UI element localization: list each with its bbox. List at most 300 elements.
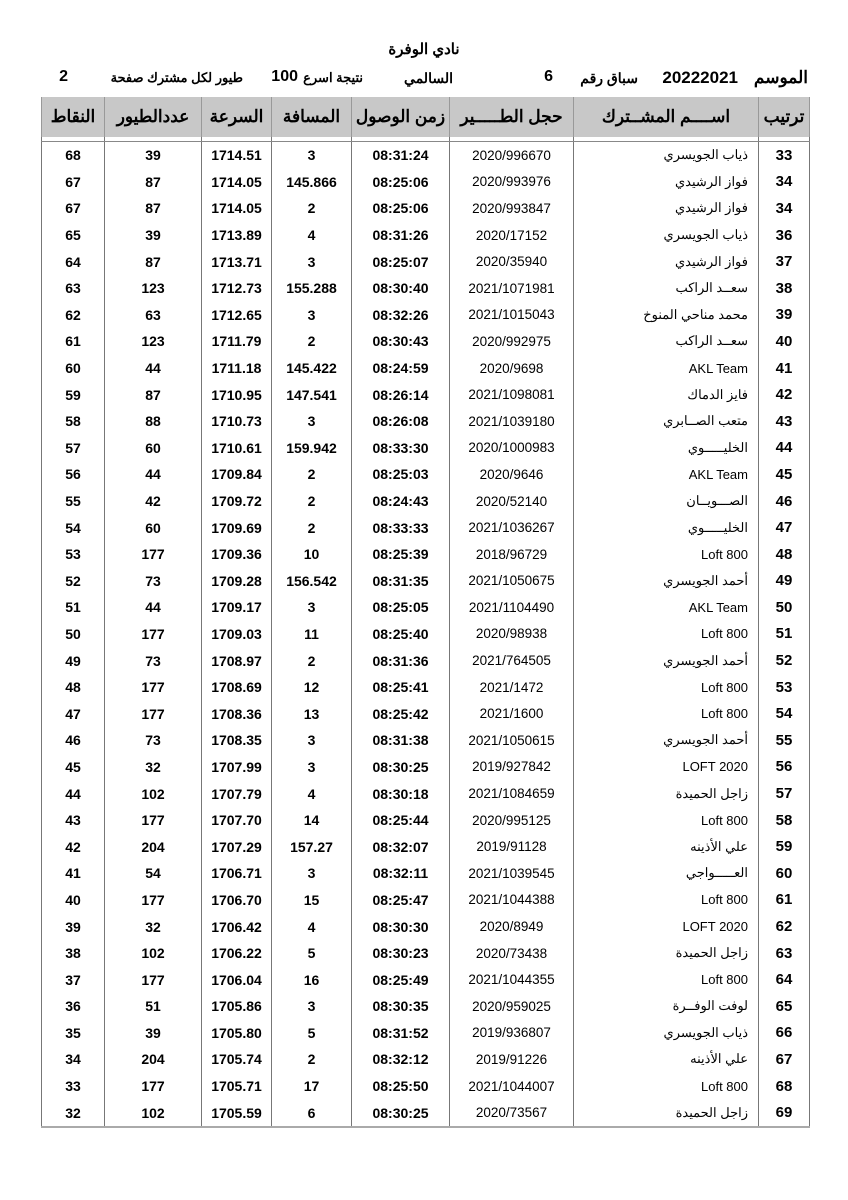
- per-label: طيور لكل مشترك صفحة: [110, 70, 243, 85]
- cell-rank: 38: [759, 275, 810, 302]
- cell-speed: 1708.69: [202, 674, 272, 701]
- cell-points: 40: [42, 887, 105, 914]
- cell-rank: 67: [759, 1046, 810, 1073]
- cell-points: 32: [42, 1099, 105, 1127]
- cell-distance: 14: [272, 807, 352, 834]
- cell-bird-count: 42: [105, 488, 202, 515]
- table-row: [42, 1020, 810, 1047]
- cell-ring: 2020/1000983: [450, 435, 574, 462]
- cell-speed: 1706.04: [202, 966, 272, 993]
- cell-rank: 51: [759, 621, 810, 648]
- cell-points: 43: [42, 807, 105, 834]
- cell-distance: 4: [272, 913, 352, 940]
- cell-ring: 2019/927842: [450, 754, 574, 781]
- cell-distance: 159.942: [272, 435, 352, 462]
- cell-speed: 1709.03: [202, 621, 272, 648]
- race-info: [40, 68, 808, 90]
- cell-speed: 1707.70: [202, 807, 272, 834]
- cell-bird-count: 39: [105, 222, 202, 249]
- cell-arrival-time: 08:31:35: [352, 568, 450, 595]
- cell-speed: 1713.89: [202, 222, 272, 249]
- table-row: [42, 833, 810, 860]
- cell-participant: Loft 800: [574, 541, 759, 568]
- table-row: [42, 302, 810, 329]
- cell-bird-count: 44: [105, 355, 202, 382]
- cell-arrival-time: 08:31:24: [352, 142, 450, 169]
- table-row: [42, 248, 810, 275]
- cell-points: 50: [42, 621, 105, 648]
- cell-distance: 2: [272, 1046, 352, 1073]
- cell-bird-count: 44: [105, 461, 202, 488]
- cell-distance: 3: [272, 142, 352, 169]
- cell-participant: الخليـــــوي: [574, 514, 759, 541]
- cell-distance: 3: [272, 993, 352, 1020]
- cell-participant: محمد مناحي المنوخ: [574, 302, 759, 329]
- cell-distance: 6: [272, 1099, 352, 1127]
- cell-bird-count: 177: [105, 887, 202, 914]
- cell-arrival-time: 08:25:03: [352, 461, 450, 488]
- header-bird-count: عددالطيور: [105, 97, 202, 137]
- table-row: [42, 887, 810, 914]
- cell-bird-count: 39: [105, 142, 202, 169]
- cell-ring: 2020/73438: [450, 940, 574, 967]
- cell-distance: 2: [272, 461, 352, 488]
- cell-participant: LOFT 2020: [574, 913, 759, 940]
- cell-ring: 2020/35940: [450, 248, 574, 275]
- cell-ring: 2021/1044355: [450, 966, 574, 993]
- cell-participant: أحمد الجويسري: [574, 727, 759, 754]
- cell-speed: 1712.73: [202, 275, 272, 302]
- cell-points: 64: [42, 248, 105, 275]
- cell-ring: 2020/9646: [450, 461, 574, 488]
- cell-distance: 3: [272, 248, 352, 275]
- result-label: نتيجة اسرع: [303, 70, 363, 85]
- cell-ring: 2021/764505: [450, 647, 574, 674]
- cell-arrival-time: 08:30:40: [352, 275, 450, 302]
- cell-ring: 2021/1472: [450, 674, 574, 701]
- cell-rank: 42: [759, 381, 810, 408]
- table-row: [42, 541, 810, 568]
- cell-bird-count: 73: [105, 727, 202, 754]
- cell-ring: 2020/52140: [450, 488, 574, 515]
- cell-ring: 2021/1071981: [450, 275, 574, 302]
- cell-ring: 2021/1036267: [450, 514, 574, 541]
- cell-distance: 3: [272, 302, 352, 329]
- cell-rank: 34: [759, 169, 810, 196]
- cell-points: 68: [42, 142, 105, 169]
- cell-arrival-time: 08:25:42: [352, 700, 450, 727]
- cell-arrival-time: 08:25:06: [352, 195, 450, 222]
- cell-participant: فواز الرشيدي: [574, 169, 759, 196]
- header-ring: حجل الطـــــير: [450, 97, 574, 137]
- cell-arrival-time: 08:31:36: [352, 647, 450, 674]
- table-row: [42, 488, 810, 515]
- cell-points: 45: [42, 754, 105, 781]
- cell-rank: 69: [759, 1099, 810, 1127]
- cell-participant: Loft 800: [574, 674, 759, 701]
- cell-bird-count: 102: [105, 1099, 202, 1127]
- cell-ring: 2020/992975: [450, 328, 574, 355]
- table-row: [42, 381, 810, 408]
- cell-speed: 1709.84: [202, 461, 272, 488]
- cell-speed: 1709.72: [202, 488, 272, 515]
- cell-participant: ذياب الجويسري: [574, 1020, 759, 1047]
- cell-rank: 64: [759, 966, 810, 993]
- cell-bird-count: 73: [105, 647, 202, 674]
- cell-bird-count: 87: [105, 381, 202, 408]
- cell-participant: العـــــواجي: [574, 860, 759, 887]
- cell-rank: 41: [759, 355, 810, 382]
- cell-rank: 59: [759, 833, 810, 860]
- table-row: [42, 328, 810, 355]
- cell-bird-count: 87: [105, 169, 202, 196]
- page-number: 2: [59, 68, 68, 85]
- location: السالمي: [404, 70, 453, 86]
- cell-participant: علي الأذينه: [574, 1046, 759, 1073]
- header-arrival-time: زمن الوصول: [352, 97, 450, 137]
- cell-distance: 4: [272, 780, 352, 807]
- table-row: [42, 860, 810, 887]
- cell-speed: 1712.65: [202, 302, 272, 329]
- table-row: [42, 594, 810, 621]
- cell-points: 58: [42, 408, 105, 435]
- cell-points: 57: [42, 435, 105, 462]
- cell-speed: 1705.71: [202, 1073, 272, 1100]
- cell-points: 51: [42, 594, 105, 621]
- season: 20222021: [662, 68, 738, 87]
- cell-distance: 145.866: [272, 169, 352, 196]
- cell-arrival-time: 08:32:07: [352, 833, 450, 860]
- cell-ring: 2020/8949: [450, 913, 574, 940]
- cell-rank: 49: [759, 568, 810, 595]
- cell-bird-count: 102: [105, 940, 202, 967]
- cell-rank: 52: [759, 647, 810, 674]
- table-row: [42, 222, 810, 249]
- cell-arrival-time: 08:33:30: [352, 435, 450, 462]
- cell-participant: LOFT 2020: [574, 754, 759, 781]
- table-row: [42, 727, 810, 754]
- cell-rank: 61: [759, 887, 810, 914]
- cell-points: 67: [42, 195, 105, 222]
- cell-rank: 36: [759, 222, 810, 249]
- cell-participant: لوفت الوفــرة: [574, 993, 759, 1020]
- cell-distance: 156.542: [272, 568, 352, 595]
- cell-distance: 2: [272, 514, 352, 541]
- cell-speed: 1714.05: [202, 195, 272, 222]
- table-row: [42, 807, 810, 834]
- cell-distance: 4: [272, 222, 352, 249]
- cell-ring: 2021/1104490: [450, 594, 574, 621]
- cell-bird-count: 177: [105, 807, 202, 834]
- cell-ring: 2020/73567: [450, 1099, 574, 1127]
- cell-arrival-time: 08:25:41: [352, 674, 450, 701]
- cell-participant: Loft 800: [574, 1073, 759, 1100]
- cell-rank: 44: [759, 435, 810, 462]
- table-row: [42, 754, 810, 781]
- cell-bird-count: 63: [105, 302, 202, 329]
- cell-ring: 2021/1084659: [450, 780, 574, 807]
- cell-ring: 2019/91128: [450, 833, 574, 860]
- cell-points: 42: [42, 833, 105, 860]
- cell-participant: فواز الرشيدي: [574, 195, 759, 222]
- season-label: الموسم: [753, 68, 808, 87]
- cell-points: 52: [42, 568, 105, 595]
- cell-points: 67: [42, 169, 105, 196]
- cell-rank: 47: [759, 514, 810, 541]
- cell-participant: زاجل الحميدة: [574, 780, 759, 807]
- table-row: [42, 408, 810, 435]
- table-row: [42, 195, 810, 222]
- cell-rank: 37: [759, 248, 810, 275]
- table-row: [42, 913, 810, 940]
- cell-ring: 2020/993847: [450, 195, 574, 222]
- cell-points: 34: [42, 1046, 105, 1073]
- cell-participant: AKL Team: [574, 594, 759, 621]
- cell-arrival-time: 08:25:05: [352, 594, 450, 621]
- cell-points: 49: [42, 647, 105, 674]
- cell-rank: 33: [759, 142, 810, 169]
- cell-arrival-time: 08:26:08: [352, 408, 450, 435]
- cell-arrival-time: 08:25:40: [352, 621, 450, 648]
- cell-speed: 1705.80: [202, 1020, 272, 1047]
- cell-points: 44: [42, 780, 105, 807]
- cell-rank: 43: [759, 408, 810, 435]
- cell-ring: 2020/995125: [450, 807, 574, 834]
- cell-points: 38: [42, 940, 105, 967]
- cell-distance: 17: [272, 1073, 352, 1100]
- cell-speed: 1706.70: [202, 887, 272, 914]
- cell-participant: فواز الرشيدي: [574, 248, 759, 275]
- cell-ring: 2018/96729: [450, 541, 574, 568]
- cell-speed: 1706.71: [202, 860, 272, 887]
- cell-distance: 5: [272, 940, 352, 967]
- cell-participant: سعــد الراكب: [574, 328, 759, 355]
- cell-arrival-time: 08:33:33: [352, 514, 450, 541]
- cell-arrival-time: 08:25:47: [352, 887, 450, 914]
- cell-distance: 147.541: [272, 381, 352, 408]
- cell-ring: 2021/1044007: [450, 1073, 574, 1100]
- cell-ring: 2021/1039545: [450, 860, 574, 887]
- cell-participant: Loft 800: [574, 887, 759, 914]
- cell-arrival-time: 08:30:25: [352, 1099, 450, 1127]
- cell-arrival-time: 08:24:43: [352, 488, 450, 515]
- cell-rank: 34: [759, 195, 810, 222]
- header-speed: السرعة: [202, 97, 272, 137]
- cell-participant: Loft 800: [574, 621, 759, 648]
- cell-rank: 66: [759, 1020, 810, 1047]
- cell-points: 35: [42, 1020, 105, 1047]
- cell-distance: 12: [272, 674, 352, 701]
- cell-speed: 1710.95: [202, 381, 272, 408]
- cell-speed: 1711.79: [202, 328, 272, 355]
- cell-participant: أحمد الجويسري: [574, 647, 759, 674]
- cell-arrival-time: 08:25:49: [352, 966, 450, 993]
- cell-participant: الصـــويــان: [574, 488, 759, 515]
- cell-arrival-time: 08:32:26: [352, 302, 450, 329]
- cell-distance: 2: [272, 328, 352, 355]
- table-row: [42, 647, 810, 674]
- table-row: [42, 461, 810, 488]
- header-points: النقاط: [42, 97, 105, 137]
- cell-points: 37: [42, 966, 105, 993]
- cell-distance: 11: [272, 621, 352, 648]
- cell-distance: 2: [272, 488, 352, 515]
- cell-arrival-time: 08:32:11: [352, 860, 450, 887]
- cell-arrival-time: 08:31:26: [352, 222, 450, 249]
- cell-distance: 155.288: [272, 275, 352, 302]
- cell-bird-count: 177: [105, 541, 202, 568]
- cell-bird-count: 32: [105, 913, 202, 940]
- cell-bird-count: 44: [105, 594, 202, 621]
- cell-speed: 1707.79: [202, 780, 272, 807]
- race-number: 6: [544, 68, 553, 85]
- cell-speed: 1714.05: [202, 169, 272, 196]
- race-label: سباق رقم: [580, 70, 638, 86]
- cell-rank: 45: [759, 461, 810, 488]
- cell-rank: 55: [759, 727, 810, 754]
- header-rank: ترتيب: [759, 97, 810, 137]
- cell-arrival-time: 08:25:44: [352, 807, 450, 834]
- cell-points: 53: [42, 541, 105, 568]
- header-distance: المسافة: [272, 97, 352, 137]
- table-row: [42, 355, 810, 382]
- cell-speed: 1709.28: [202, 568, 272, 595]
- cell-bird-count: 177: [105, 621, 202, 648]
- cell-ring: 2019/936807: [450, 1020, 574, 1047]
- cell-participant: أحمد الجويسري: [574, 568, 759, 595]
- cell-bird-count: 60: [105, 435, 202, 462]
- cell-participant: علي الأذينه: [574, 833, 759, 860]
- cell-bird-count: 32: [105, 754, 202, 781]
- cell-participant: زاجل الحميدة: [574, 1099, 759, 1127]
- cell-speed: 1710.73: [202, 408, 272, 435]
- table-row: [42, 568, 810, 595]
- cell-points: 61: [42, 328, 105, 355]
- cell-distance: 10: [272, 541, 352, 568]
- cell-speed: 1709.36: [202, 541, 272, 568]
- cell-ring: 2019/91226: [450, 1046, 574, 1073]
- cell-points: 33: [42, 1073, 105, 1100]
- cell-participant: زاجل الحميدة: [574, 940, 759, 967]
- cell-bird-count: 177: [105, 700, 202, 727]
- cell-distance: 13: [272, 700, 352, 727]
- cell-points: 54: [42, 514, 105, 541]
- table-row: [42, 700, 810, 727]
- cell-points: 36: [42, 993, 105, 1020]
- cell-points: 48: [42, 674, 105, 701]
- table-row: [42, 674, 810, 701]
- cell-rank: 53: [759, 674, 810, 701]
- table-row: [42, 1046, 810, 1073]
- cell-points: 59: [42, 381, 105, 408]
- cell-distance: 3: [272, 594, 352, 621]
- cell-arrival-time: 08:31:52: [352, 1020, 450, 1047]
- cell-distance: 2: [272, 647, 352, 674]
- cell-ring: 2021/1098081: [450, 381, 574, 408]
- cell-speed: 1708.36: [202, 700, 272, 727]
- cell-points: 60: [42, 355, 105, 382]
- cell-speed: 1708.35: [202, 727, 272, 754]
- cell-points: 47: [42, 700, 105, 727]
- cell-ring: 2021/1044388: [450, 887, 574, 914]
- cell-distance: 145.422: [272, 355, 352, 382]
- cell-rank: 48: [759, 541, 810, 568]
- cell-arrival-time: 08:26:14: [352, 381, 450, 408]
- cell-bird-count: 102: [105, 780, 202, 807]
- cell-speed: 1707.99: [202, 754, 272, 781]
- table-row: [42, 940, 810, 967]
- cell-rank: 63: [759, 940, 810, 967]
- table-row: [42, 1073, 810, 1100]
- cell-ring: 2021/1039180: [450, 408, 574, 435]
- cell-arrival-time: 08:25:50: [352, 1073, 450, 1100]
- cell-ring: 2021/1050675: [450, 568, 574, 595]
- cell-participant: ذياب الجويسري: [574, 142, 759, 169]
- cell-speed: 1708.97: [202, 647, 272, 674]
- cell-arrival-time: 08:25:07: [352, 248, 450, 275]
- cell-rank: 56: [759, 754, 810, 781]
- cell-speed: 1707.29: [202, 833, 272, 860]
- cell-arrival-time: 08:25:39: [352, 541, 450, 568]
- cell-participant: Loft 800: [574, 700, 759, 727]
- cell-ring: 2020/98938: [450, 621, 574, 648]
- cell-distance: 3: [272, 860, 352, 887]
- cell-rank: 60: [759, 860, 810, 887]
- cell-arrival-time: 08:24:59: [352, 355, 450, 382]
- cell-arrival-time: 08:31:38: [352, 727, 450, 754]
- cell-arrival-time: 08:30:30: [352, 913, 450, 940]
- club-title: نادي الوفرة: [388, 41, 460, 58]
- cell-participant: متعب الصــابري: [574, 408, 759, 435]
- cell-bird-count: 87: [105, 195, 202, 222]
- table-row: [42, 514, 810, 541]
- cell-speed: 1706.22: [202, 940, 272, 967]
- cell-rank: 58: [759, 807, 810, 834]
- cell-points: 63: [42, 275, 105, 302]
- cell-speed: 1711.18: [202, 355, 272, 382]
- cell-participant: Loft 800: [574, 966, 759, 993]
- cell-bird-count: 177: [105, 1073, 202, 1100]
- cell-bird-count: 204: [105, 1046, 202, 1073]
- cell-bird-count: 123: [105, 328, 202, 355]
- cell-participant: سعــد الراكب: [574, 275, 759, 302]
- cell-distance: 16: [272, 966, 352, 993]
- cell-participant: الخليـــــوي: [574, 435, 759, 462]
- cell-arrival-time: 08:30:25: [352, 754, 450, 781]
- cell-bird-count: 73: [105, 568, 202, 595]
- cell-speed: 1713.71: [202, 248, 272, 275]
- cell-distance: 5: [272, 1020, 352, 1047]
- cell-rank: 40: [759, 328, 810, 355]
- cell-rank: 57: [759, 780, 810, 807]
- cell-speed: 1705.59: [202, 1099, 272, 1127]
- header-participant: اســــم المشــترك: [574, 97, 759, 137]
- cell-arrival-time: 08:30:23: [352, 940, 450, 967]
- table-row: [42, 1099, 810, 1127]
- cell-arrival-time: 08:32:12: [352, 1046, 450, 1073]
- cell-bird-count: 123: [105, 275, 202, 302]
- cell-participant: AKL Team: [574, 461, 759, 488]
- cell-participant: Loft 800: [574, 807, 759, 834]
- cell-distance: 15: [272, 887, 352, 914]
- cell-bird-count: 54: [105, 860, 202, 887]
- cell-ring: 2021/1050615: [450, 727, 574, 754]
- table-row: [42, 780, 810, 807]
- cell-speed: 1705.74: [202, 1046, 272, 1073]
- cell-rank: 46: [759, 488, 810, 515]
- cell-bird-count: 204: [105, 833, 202, 860]
- cell-speed: 1714.51: [202, 142, 272, 169]
